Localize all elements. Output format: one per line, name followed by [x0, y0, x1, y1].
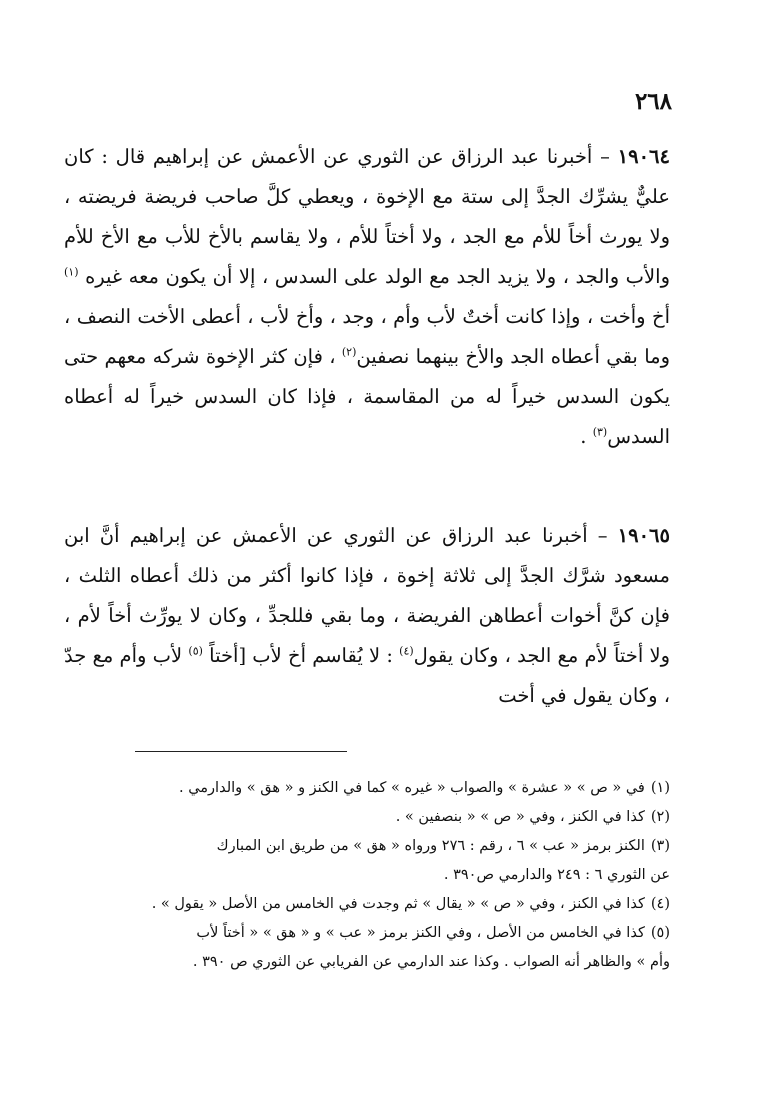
- footnote-ref: (٣): [592, 425, 608, 439]
- footnote-text: كذا في الكنز ، وفي « ص » « بنصفين » .: [395, 809, 645, 825]
- footnote-text: كذا في الخامس من الأصل ، وفي الكنز برمز « عب » و « هق » « أختاً لأب: [196, 925, 645, 941]
- hadith-text: أخبرنا عبد الرزاق عن الثوري عن الأعمش عن إبراهيم قال : كان عليٌّ يشرِّك الجدَّ إلى ستة مع الإخوة ، ويعطي كلَّ صاحب فريضة فريضته ، ولا يورث أخاً للأم مع الجد ، ولا أختاً للأم ، ولا يقاسم بالأخ للأب مع الأخ للأم والأب والجد ، ولا يزيد الجد مع الولد على السدس ، إلا أن يكون معه غيره: [64, 145, 670, 288]
- footnote-2: [64, 803, 670, 832]
- hadith-dash: –: [600, 145, 610, 168]
- footnote-number: (٤): [650, 896, 670, 912]
- footnote-5: [64, 919, 670, 948]
- footnote-ref: (٢): [341, 345, 357, 359]
- page-number: ٢٦٨: [634, 88, 672, 115]
- footnote-number: (٣): [650, 838, 670, 854]
- footnote-4: [64, 890, 670, 919]
- footnote-1: [64, 774, 670, 803]
- hadith-text: أخ وأخت ، وإذا كانت أختٌ لأب وأم ، وجد ، وأخ لأب ، أعطى الأخت النصف ، وما بقي أعطاه الجد والأخ بينهما نصفين: [64, 305, 670, 368]
- hadith-number: ١٩٠٦٥: [617, 524, 670, 547]
- hadith-text: ، فإن كثر الإخوة شركه معهم حتى يكون السدس خيراً له من المقاسمة ، فإذا كان السدس خيراً له أعطاه السدس: [64, 345, 670, 448]
- hadith-dash: –: [597, 524, 608, 547]
- footnote-ref: (١): [64, 265, 79, 279]
- footnote-ref: (٥): [188, 644, 203, 658]
- footnote-divider: [135, 751, 347, 752]
- footnote-5-continuation: وأم » والظاهر أنه الصواب . وكذا عند الدارمي عن الفريابي عن الثوري ص ٣٩٠ .: [192, 954, 670, 970]
- footnote-text: الكنز برمز « عب » ٦ ، رقم : ٢٧٦ ورواه « هق » من طريق ابن المبارك: [216, 838, 645, 854]
- hadith-19064: [64, 137, 670, 457]
- footnotes: [64, 774, 670, 977]
- hadith-text: أخبرنا عبد الرزاق عن الثوري عن الأعمش عن إبراهيم أنَّ ابن مسعود شرَّك الجدَّ إلى ثلاثة إخوة ، فإذا كانوا أكثر من ذلك أعطاه الثلث ، فإن كنَّ أخوات أعطاهن الفريضة ، وما بقي فللجدِّ ، وكان لا يورِّث أخاً لأم ، ولا أختاً لأم مع الجد ، وكان يقول: [64, 524, 671, 667]
- footnote-text: كذا في الكنز ، وفي « ص » « يقال » ثم وجدت في الخامس من الأصل « يقول » .: [151, 896, 645, 912]
- hadith-number: ١٩٠٦٤: [617, 145, 670, 168]
- footnote-ref: (٤): [399, 644, 414, 658]
- footnote-number: (٥): [650, 925, 670, 941]
- hadith-text: : لا يُقاسم أخ لأب [أختاً: [209, 644, 393, 667]
- footnote-number: (٢): [650, 809, 670, 825]
- hadith-19065: [64, 516, 670, 716]
- footnote-text: في « ص » « عشرة » والصواب « غيره » كما في الكنز و « هق » والدارمي .: [178, 780, 645, 796]
- footnote-3: [64, 832, 670, 861]
- hadith-text: لأب وأم مع جدّ ، وكان يقول في أخت: [64, 644, 670, 707]
- hadith-text: .: [580, 425, 587, 448]
- footnote-3-continuation: عن الثوري ٦ : ٢٤٩ والدارمي ص٣٩٠ .: [443, 867, 670, 883]
- footnote-number: (١): [650, 780, 670, 796]
